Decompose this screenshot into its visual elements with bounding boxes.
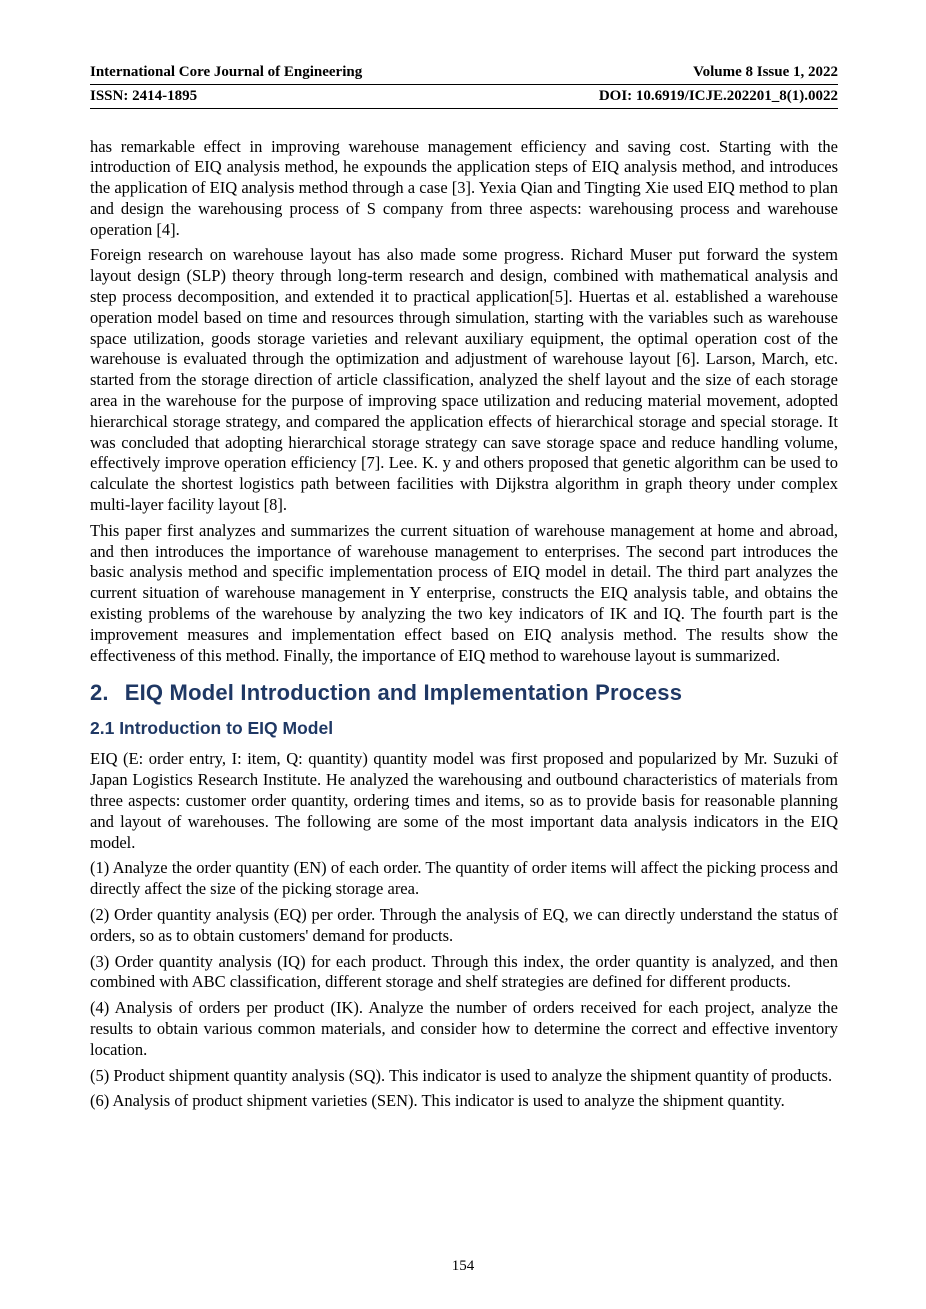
volume-issue: Volume 8 Issue 1, 2022: [693, 64, 838, 80]
page-footer: [0, 1258, 926, 1275]
paragraph: has remarkable effect in improving warehouse management efficiency and saving cost. Starting with the introduction of EIQ analysis method, he expounds the application steps of EIQ analysis method, and introduces the application of EIQ analysis method through a case [3]. Yexia Qian and Tingting Xie used EIQ method to plan and design the warehousing process of S company from three aspects: warehousing process and warehouse operation [4].: [90, 136, 838, 239]
section-heading-number: 2.: [90, 680, 109, 706]
paragraph: (1) Analyze the order quantity (EN) of each order. The quantity of order items will affect the picking process and directly affect the size of the picking storage area.: [90, 858, 838, 899]
paragraph: (2) Order quantity analysis (EQ) per order. Through the analysis of EQ, we can directly understand the status of orders, so as to obtain customers' demand for products.: [90, 905, 838, 945]
header-row-journal: [90, 62, 838, 85]
paragraph: (6) Analysis of product shipment varieties (SEN). This indicator is used to analyze the shipment quantity.: [90, 1091, 785, 1111]
paragraph: (4) Analysis of orders per product (IK). Analyze the number of orders received for each project, analyze the results to obtain various common materials, and consider how to determine the correct and effective inventory location.: [90, 998, 838, 1059]
paper-body: [90, 137, 838, 1113]
issn: ISSN: 2414-1895: [90, 87, 198, 104]
page-number: 154: [451, 1258, 475, 1274]
header-row-identifiers: [90, 85, 838, 109]
doi: DOI: 10.6919/ICJE.202201_8(1).0022: [598, 87, 838, 104]
paragraph: This paper first analyzes and summarizes the current situation of warehouse management at home and abroad, and then introduces the importance of warehouse management to enterprises. The second part introduces the basic analysis method and specific implementation process of EIQ model in detail. The third part analyzes the current situation of warehouse management in Y enterprise, constructs the EIQ analysis table, and obtains the existing problems of the warehouse by analyzing the two key indicators of IK and IQ. The fourth part is the improvement measures and implementation effect based on EIQ analysis method. The results show the effectiveness of this method. Finally, the importance of EIQ method to warehouse layout is summarized.: [90, 520, 838, 665]
section-heading: [90, 680, 838, 706]
paragraph: EIQ (E: order entry, I: item, Q: quantity) quantity model was first proposed and popularized by Mr. Suzuki of Japan Logistics Research Institute. He analyzed the warehousing and outbound characteristics of materials from three aspects: customer order quantity, ordering times and items, so as to provide basis for reasonable planning and layout of warehouses. The following are some of the most important data analysis indicators in the EIQ model.: [90, 749, 838, 852]
paragraph: Foreign research on warehouse layout has also made some progress. Richard Muser put forward the system layout design (SLP) theory through long-term research and design, combined with mathematical analysis and step process decomposition, and extended it to practical application[5]. Huertas et al. established a warehouse operation model based on time and resources through simulation, starting with the variables such as warehouse space utilization, goods storage varieties and relevant auxiliary equipment, the optimal operation cost of the warehouse is evaluated through the optimization and adjustment of warehouse layout [6]. Larson, March, etc. started from the storage direction of article classification, analyzed the shelf layout and the size of each storage area in the warehouse for the purpose of improving space utilization and reducing material movement, adopted hierarchical storage strategy, and compared the application effects of hierarchical storage and special storage. It was concluded that adopting hierarchical storage strategy can save storage space and reduce handling volume, effectively improve operation efficiency [7]. Lee. K. y and others proposed that genetic algorithm can be used to calculate the shortest logistics path between facilities with Dijkstra algorithm in graph theory under complex multi-layer facility layout [8].: [90, 245, 838, 515]
subsection-heading: 2.1 Introduction to EIQ Model: [90, 718, 334, 739]
journal-name: International Core Journal of Engineering: [90, 64, 363, 80]
paragraph: (5) Product shipment quantity analysis (SQ). This indicator is used to analyze the shipment quantity of products.: [90, 1065, 833, 1085]
section-heading-text: EIQ Model Introduction and Implementation Process: [124, 680, 683, 706]
page-header: [90, 62, 838, 109]
paragraph: (3) Order quantity analysis (IQ) for each product. Through this index, the order quantity is analyzed, and then combined with ABC classification, different storage and shelf strategies are defined for different products.: [90, 951, 838, 992]
